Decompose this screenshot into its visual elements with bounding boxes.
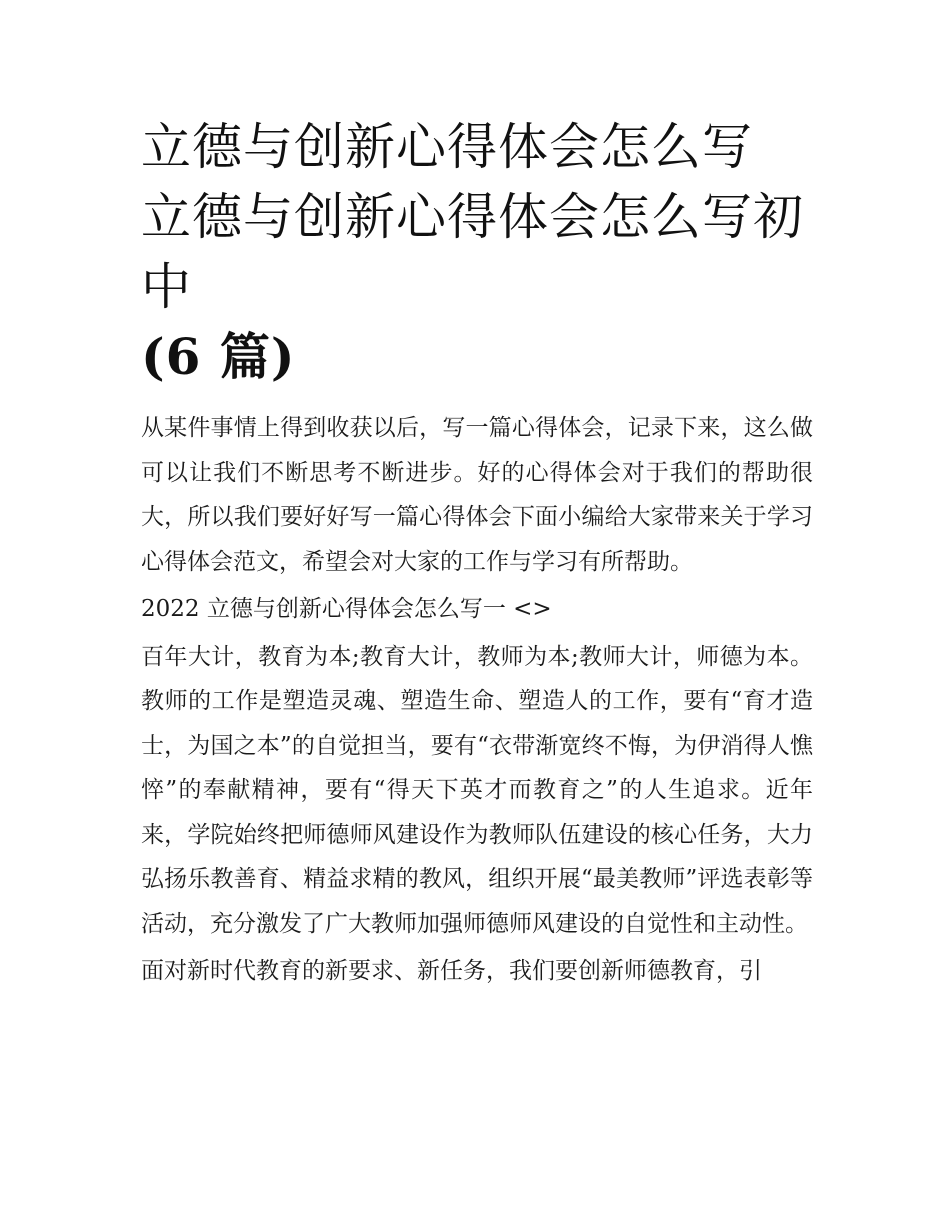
intro-paragraph: 从某件事情上得到收获以后，写一篇心得体会，记录下来，这么做可以让我们不断思考不断进步。好的心得体会对于我们的帮助很大，所以我们要好好写一篇心得体会下面小编给大家带来关于学习心得体会范文，希望会对大家的工作与学习有所帮助。 — [141, 415, 813, 575]
body-paragraph-1: 百年大计，教育为本;教育大计，教师为本;教师大计，师德为本。教师的工作是塑造灵魂、塑造生命、塑造人的工作，要有“育才造士，为国之本”的自觉担当，要有“衣带渐宽终不悔，为伊消得人憔悴”的奉献精神，要有“得天下英才而教育之”的人生追求。近年来，学院始终把师德师风建设作为教师队伍建设的核心任务，大力弘扬乐教善育、精益求精的教风，组织开展“最美教师”评选表彰等活动，充分激发了广大教师加强师德师风建设的自觉性和主动性。 — [141, 643, 813, 937]
document-body — [141, 112, 813, 997]
document-title — [141, 112, 813, 392]
title-text: 立德与创新心得体会怎么写 立德与创新心得体会怎么写初中 — [141, 118, 804, 316]
body-paragraph-2: 面对新时代教育的新要求、新任务，我们要创新师德教育，引 — [141, 958, 762, 984]
section-heading: 2022 立德与创新心得体会怎么写一 <> — [141, 596, 552, 622]
title-suffix: (6 篇) — [141, 327, 296, 386]
